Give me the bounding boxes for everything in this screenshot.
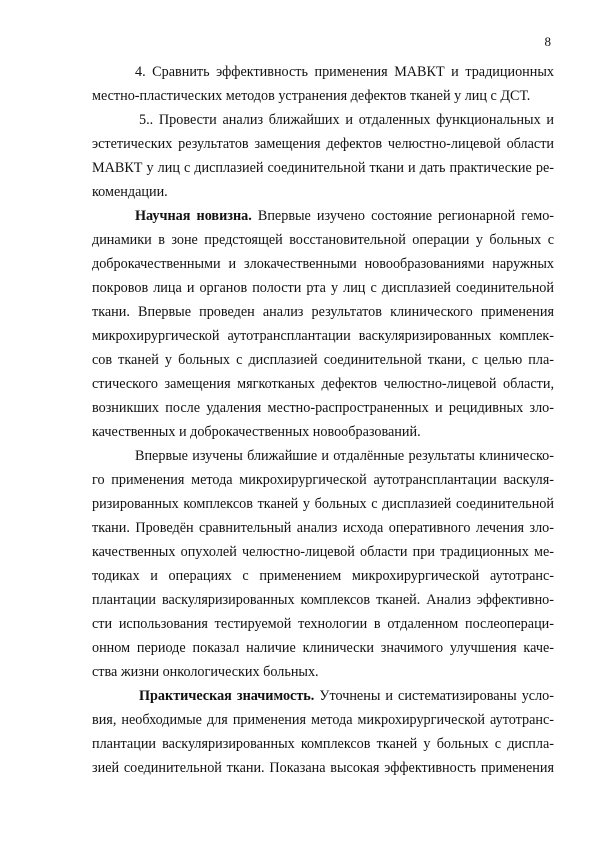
text-line: 4. Сравнить эффективность применения МАВКТ и традиционных — [135, 64, 554, 80]
text-line: тодиках и операциях с применением микрохирургической аутотранс- — [92, 568, 554, 584]
paragraph-task-5 — [92, 108, 554, 204]
text-line: эстетических результатов замещения дефектов челюстно-лицевой области — [92, 136, 554, 152]
text-line: плантации васкуляризированных комплексов тканей. Анализ эффективно- — [92, 592, 554, 608]
text-line: возникших после удаления местно-распространенных и рецидивных зло- — [92, 400, 554, 416]
text-line: микрохирургической аутотрансплантации васкуляризированных комплек- — [92, 328, 554, 344]
section-heading-novelty: Научная новизна. — [135, 208, 252, 224]
text-line: качественных и доброкачественных новообразований. — [92, 424, 421, 440]
text-line: ризированных комплексов тканей у больных с дисплазией соединительной — [92, 496, 554, 512]
text-line: динамики в зоне предстоящей восстановительной операции у больных с — [92, 232, 554, 248]
text-line: сов тканей у больных с дисплазией соединительной ткани, с целью пла- — [92, 352, 554, 368]
text-line: онном периоде показал наличие клинически значимого улучшения каче- — [92, 640, 554, 656]
text-run: Уточнены и систематизированы усло- — [319, 688, 555, 704]
text-line: местно-пластических методов устранения дефектов тканей у лиц с ДСТ. — [92, 88, 531, 104]
text-line: покровов лица и органов полости рта у лиц с дисплазией соединительной — [92, 280, 554, 296]
text-line: 5.. Провести анализ ближайших и отдаленных функциональных и — [139, 112, 554, 128]
text-line: плантации васкуляризированных комплексов тканей у больных с диспла- — [92, 736, 554, 752]
paragraph-scientific-novelty — [92, 204, 554, 444]
text-line: сти использования тестируемой технологии в отдаленном послеопераци- — [92, 616, 554, 632]
text-line: доброкачественными и злокачественными новообразованиями наружных — [92, 256, 554, 272]
text-line: ства жизни онкологических больных. — [92, 664, 319, 680]
text-line: Впервые изучены ближайшие и отдалённые результаты клиническо- — [135, 448, 554, 464]
page-number: 8 — [544, 34, 551, 49]
text-run: Впервые изучено состояние регионарной гемо- — [257, 208, 555, 224]
text-line — [92, 204, 554, 228]
text-line: стического замещения мягкотканых дефектов челюстно-лицевой области, — [92, 376, 554, 392]
text-line — [92, 684, 554, 708]
text-line: ткани. Впервые проведен анализ результатов клинического применения — [92, 304, 554, 320]
text-line: МАВКТ у лиц с дисплазией соединительной ткани и дать практические ре- — [92, 160, 554, 176]
text-line: ткани. Проведён сравнительный анализ исхода оперативного лечения зло- — [92, 520, 554, 536]
paragraph-results — [92, 444, 554, 684]
section-heading-significance: Практическая значимость. — [139, 688, 315, 704]
text-line: качественных опухолей челюстно-лицевой области при традиционных ме- — [92, 544, 554, 560]
paragraph-practical-significance — [92, 684, 554, 780]
text-line: го применения метода микрохирургической аутотрансплантации васкуля- — [92, 472, 554, 488]
text-line: зией соединительной ткани. Показана высокая эффективность применения — [92, 760, 554, 776]
paragraph-task-4 — [92, 60, 554, 108]
text-line: комендации. — [92, 184, 168, 200]
text-line: вия, необходимые для применения метода микрохирургической аутотранс- — [92, 712, 554, 728]
body-text — [92, 60, 554, 780]
